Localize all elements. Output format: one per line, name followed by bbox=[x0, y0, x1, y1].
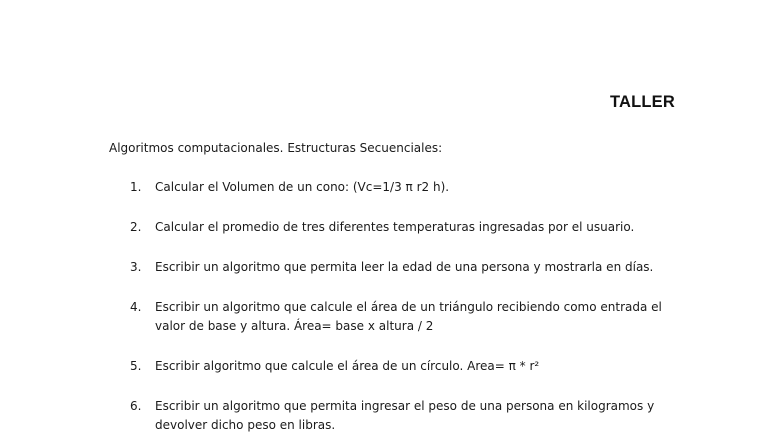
list-item-number: 1. bbox=[130, 180, 142, 194]
list-item-number: 4. bbox=[130, 300, 142, 314]
list-item-text: Calcular el Volumen de un cono: (Vc=1/3 π r2 h). bbox=[155, 180, 450, 194]
list-item-number: 2. bbox=[130, 220, 142, 234]
list-item bbox=[130, 178, 690, 197]
list-item bbox=[130, 218, 690, 237]
list-item-number: 5. bbox=[130, 359, 142, 373]
list-item-text: Escribir un algoritmo que permita leer la edad de una persona y mostrarla en días. bbox=[155, 260, 654, 274]
list-item-text: Calcular el promedio de tres diferentes temperaturas ingresadas por el usuario. bbox=[155, 220, 635, 234]
list-item bbox=[130, 258, 690, 277]
document-subtitle: Algoritmos computacionales. Estructuras Secuenciales: bbox=[109, 141, 443, 155]
list-item-text: Escribir un algoritmo que calcule el área de un triángulo recibiendo como entrada el valor de base y altura. Área= base x altura / 2 bbox=[155, 300, 662, 333]
list-item bbox=[130, 298, 690, 336]
list-item-number: 6. bbox=[130, 399, 142, 413]
list-item-text: Escribir un algoritmo que permita ingresar el peso de una persona en kilogramos y devolver dicho peso en libras. bbox=[155, 399, 655, 432]
list-item bbox=[130, 397, 690, 435]
list-item bbox=[130, 357, 690, 376]
list-item-number: 3. bbox=[130, 260, 142, 274]
page-title: TALLER bbox=[609, 93, 675, 111]
list-item-text: Escribir algoritmo que calcule el área de un círculo. Area= π * r² bbox=[155, 359, 540, 373]
